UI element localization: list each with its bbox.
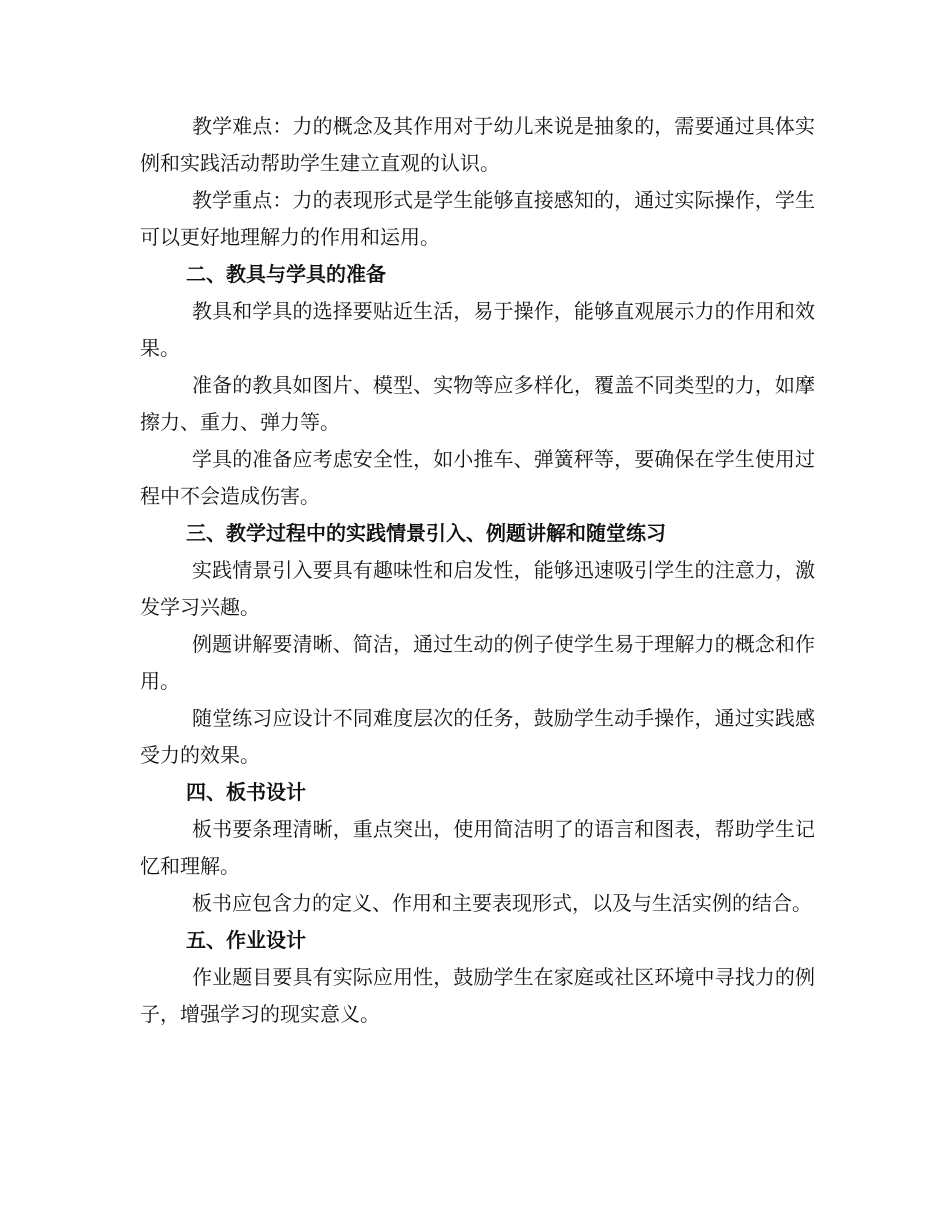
paragraph-example-explanation: 例题讲解要清晰、简洁，通过生动的例子使学生易于理解力的概念和作用。	[140, 632, 815, 693]
section-heading-teaching-aids: 二、教具与学具的准备	[186, 262, 386, 286]
paragraph-aids-safety: 学具的准备应考虑安全性，如小推车、弹簧秤等，要确保在学生使用过程中不会造成伤害。	[140, 447, 815, 508]
paragraph-aids-selection: 教具和学具的选择要贴近生活，易于操作，能够直观展示力的作用和效果。	[140, 299, 815, 360]
section-heading-teaching-process: 三、教学过程中的实践情景引入、例题讲解和随堂练习	[186, 521, 666, 545]
paragraph-board-clarity: 板书要条理清晰，重点突出，使用简洁明了的语言和图表，帮助学生记忆和理解。	[140, 817, 815, 878]
paragraph-key-point: 教学重点：力的表现形式是学生能够直接感知的，通过实际操作，学生可以更好地理解力的作用和运用。	[140, 188, 815, 249]
document-body	[140, 108, 815, 1033]
paragraph-homework: 作业题目要具有实际应用性，鼓励学生在家庭或社区环境中寻找力的例子，增强学习的现实意义。	[140, 965, 815, 1026]
paragraph-scenario-intro: 实践情景引入要具有趣味性和启发性，能够迅速吸引学生的注意力，激发学习兴趣。	[140, 558, 815, 619]
paragraph-difficulty: 教学难点：力的概念及其作用对于幼儿来说是抽象的，需要通过具体实例和实践活动帮助学生建立直观的认识。	[140, 114, 815, 175]
paragraph-board-content: 板书应包含力的定义、作用和主要表现形式，以及与生活实例的结合。	[192, 891, 812, 915]
paragraph-aids-variety: 准备的教具如图片、模型、实物等应多样化，覆盖不同类型的力，如摩擦力、重力、弹力等。	[140, 373, 815, 434]
section-heading-board-design: 四、板书设计	[186, 780, 306, 804]
section-heading-homework: 五、作业设计	[186, 928, 306, 952]
paragraph-class-practice: 随堂练习应设计不同难度层次的任务，鼓励学生动手操作，通过实践感受力的效果。	[140, 706, 815, 767]
